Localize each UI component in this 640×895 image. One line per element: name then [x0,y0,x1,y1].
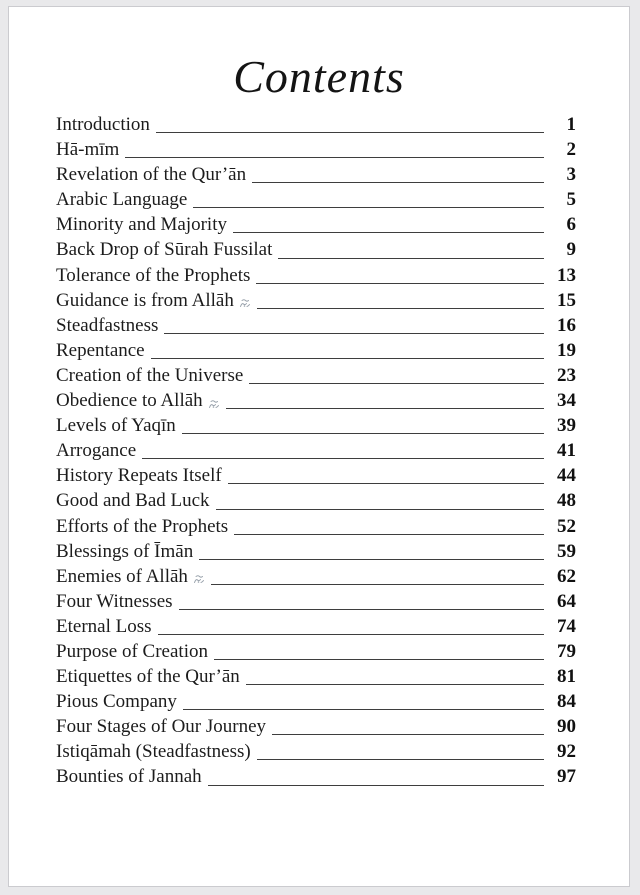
toc-entry-page-number: 79 [557,640,576,662]
toc-entry-label: Arrogance [56,440,137,462]
toc-entry-page-number: 1 [566,114,576,135]
leader-line [234,534,544,535]
toc-entry-page-number: 74 [557,615,576,637]
contents-page [8,6,630,887]
toc-entry[interactable] [56,614,576,639]
toc-entry-page-number: 9 [566,239,576,261]
toc-entry[interactable] [56,714,576,739]
toc-entry-label: Arabic Language [56,189,188,211]
toc-entry-label: Eternal Loss [56,615,152,637]
toc-entry[interactable] [56,488,576,513]
leader-line [142,458,544,459]
toc-entry-label: Repentance [56,339,145,361]
leader-line [199,559,544,560]
toc-entry-page-number: 92 [557,741,576,763]
toc-entry-page-number: 52 [557,515,576,537]
toc-entry[interactable] [56,564,576,589]
toc-entry-page-number: 19 [557,339,576,361]
toc-entry[interactable] [56,689,576,714]
leader-line [257,759,544,760]
toc-entry[interactable] [56,739,576,764]
leader-line [151,358,544,359]
toc-entry[interactable] [56,263,576,288]
toc-entry-label: Good and Bad Luck [56,490,210,512]
toc-entry-page-number: 81 [557,666,576,688]
leader-line [278,258,544,259]
leader-line [158,634,544,635]
leader-line [252,182,544,183]
toc-entry-label: Introduction [56,114,150,135]
leader-line [156,132,544,133]
toc-entry-page-number: 23 [557,364,576,386]
toc-entry-label: Four Stages of Our Journey [56,716,267,738]
toc-entry[interactable] [56,388,576,413]
toc-entry[interactable] [56,288,576,313]
leader-line [272,734,544,735]
leader-line [249,383,544,384]
toc-entry[interactable] [56,237,576,262]
toc-entry-label: Levels of Yaqīn [56,415,176,437]
leader-line [211,584,544,585]
toc-entry[interactable] [56,363,576,388]
toc-entry-label: Creation of the Universe [56,364,244,386]
toc-entry[interactable] [56,664,576,689]
toc-entry[interactable] [56,514,576,539]
toc-entry[interactable] [56,589,576,614]
toc-entry-page-number: 97 [557,766,576,788]
toc-entry-label: Tolerance of the Prophets [56,264,251,286]
toc-entry-page-number: 34 [557,390,576,412]
leader-line [125,157,544,158]
toc-entry-page-number: 2 [566,139,576,161]
toc-entry-page-number: 41 [557,440,576,462]
toc-entry-page-number: 39 [557,415,576,437]
toc-entry-label: Obedience to Allāh [56,390,203,412]
leader-line [208,785,544,786]
toc-entry-page-number: 48 [557,490,576,512]
jalla-jalaluhu-honorific-icon [193,571,205,589]
table-of-contents [56,112,576,790]
toc-entry[interactable] [56,112,576,137]
page-title: Contents [233,51,405,102]
leader-line [216,509,544,510]
toc-entry-label: Hā-mīm [56,139,120,161]
toc-entry-page-number: 90 [557,716,576,738]
leader-line [214,659,544,660]
toc-entry-label: Guidance is from Allāh [56,289,234,311]
toc-entry-page-number: 15 [557,289,576,311]
toc-entry-label: Blessings of Īmān [56,540,194,562]
toc-entry[interactable] [56,187,576,212]
jalla-jalaluhu-honorific-icon [239,295,251,313]
toc-entry[interactable] [56,162,576,187]
toc-entry-page-number: 16 [557,314,576,336]
jalla-jalaluhu-honorific-icon [208,395,220,413]
toc-entry[interactable] [56,313,576,338]
toc-entry-page-number: 13 [557,264,576,286]
toc-entry-label: Back Drop of Sūrah Fussilat [56,239,273,261]
toc-entry-label: Four Witnesses [56,590,173,612]
leader-line [179,609,544,610]
toc-entry[interactable] [56,764,576,789]
leader-line [257,308,544,309]
toc-entry-page-number: 6 [566,214,576,236]
leader-line [256,283,544,284]
leader-line [193,207,544,208]
toc-entry[interactable] [56,463,576,488]
leader-line [183,709,544,710]
toc-entry-label: Revelation of the Qur’ān [56,164,247,186]
toc-entry-page-number: 5 [566,189,576,211]
toc-entry-page-number: 62 [557,565,576,587]
toc-entry[interactable] [56,639,576,664]
toc-entry-page-number: 59 [557,540,576,562]
toc-entry[interactable] [56,438,576,463]
toc-entry[interactable] [56,413,576,438]
toc-entry[interactable] [56,539,576,564]
toc-entry-label: Efforts of the Prophets [56,515,229,537]
toc-entry-page-number: 44 [557,465,576,487]
leader-line [164,333,544,334]
leader-line [226,408,544,409]
toc-entry-page-number: 64 [557,590,576,612]
leader-line [228,483,544,484]
toc-entry-label: Steadfastness [56,314,159,336]
leader-line [182,433,544,434]
toc-entry-page-number: 84 [557,691,576,713]
toc-entry-label: History Repeats Itself [56,465,222,487]
toc-entry[interactable] [56,338,576,363]
leader-line [233,232,544,233]
toc-entry-label: Purpose of Creation [56,640,208,662]
toc-entry-page-number: 3 [566,164,576,186]
toc-entry[interactable] [56,212,576,237]
toc-entry[interactable] [56,137,576,162]
toc-entry-label: Minority and Majority [56,214,227,236]
toc-entry-label: Istiqāmah (Steadfastness) [56,741,251,763]
leader-line [246,684,544,685]
toc-entry-label: Enemies of Allāh [56,565,188,587]
toc-entry-label: Bounties of Jannah [56,766,202,788]
toc-entry-label: Pious Company [56,691,177,713]
toc-entry-label: Etiquettes of the Qur’ān [56,666,240,688]
